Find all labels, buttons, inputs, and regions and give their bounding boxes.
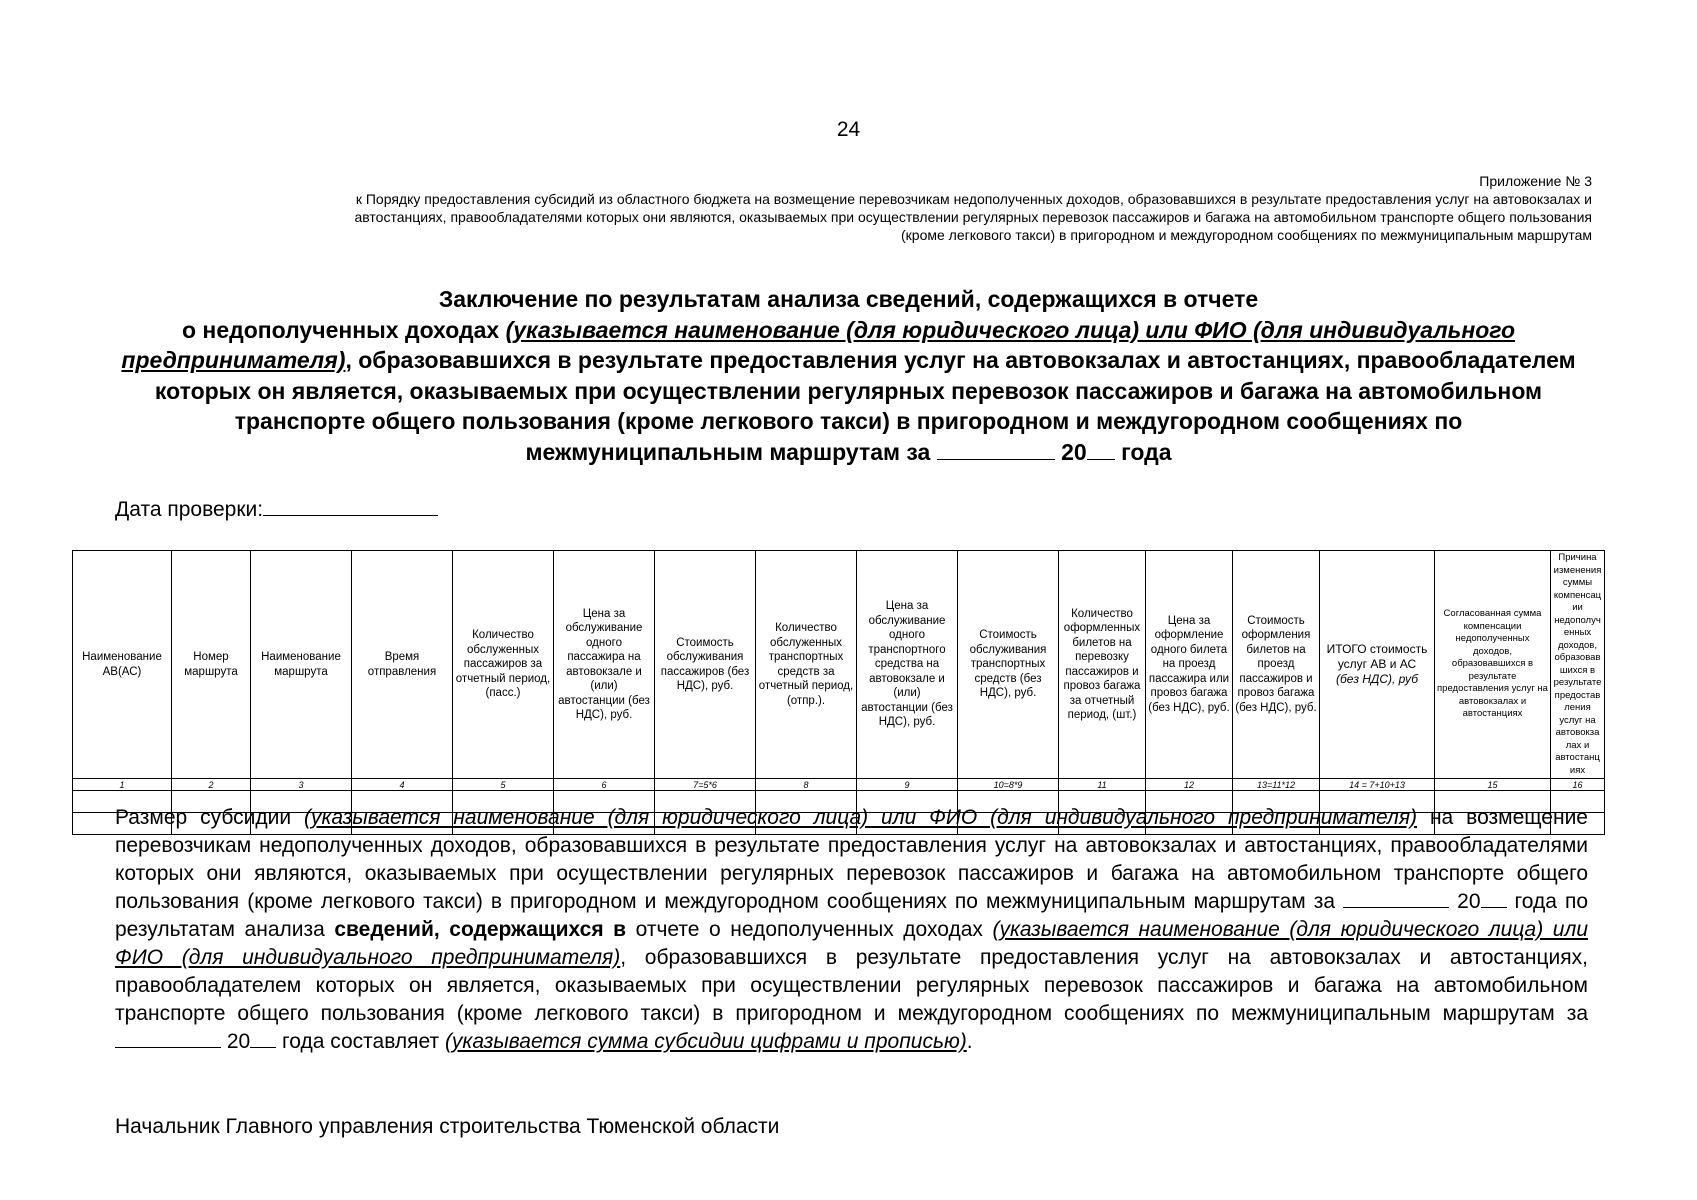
table-header-cell-total <box>1320 551 1435 779</box>
subsidy-paragraph <box>115 804 1588 1056</box>
appendix-line: к Порядку предоставления субсидий из областного бюджета на возмещение перевозчикам недополученных доходов, образовавшихся в результате предоставления услуг на автовокзалах и <box>355 191 1592 207</box>
page-number: 24 <box>836 118 861 141</box>
body-text-part: года по результатам анализа <box>115 890 1588 941</box>
column-number: 8 <box>756 779 857 791</box>
body-text-part: отчете о недополученных доходах <box>626 918 993 941</box>
column-number: 2 <box>172 779 251 791</box>
title-placeholder: (указывается наименование (для юридического лица) или ФИО (для индивидуального предпринимателя) <box>121 316 1516 373</box>
period-blank <box>115 1029 221 1048</box>
title-part: года <box>1114 438 1172 465</box>
column-number: 14 = 7+10+13 <box>1320 779 1435 791</box>
table-header-cell: Цена за оформление одного билета на проезд пассажира или провоз багажа (без НДС), руб. <box>1146 551 1233 779</box>
table-header-cell: Цена за обслуживание одного пассажира на автовокзале и (или) автостанции (без НДС), руб. <box>554 551 655 779</box>
column-number: 3 <box>251 779 352 791</box>
column-number: 16 <box>1551 779 1605 791</box>
year-blank <box>1087 439 1115 460</box>
period-blank <box>1343 889 1449 908</box>
table-column-numbers-row <box>73 779 1605 791</box>
appendix-line: (кроме легкового такси) в пригородном и междугородном сообщениях по межмуниципальным маршрутам <box>901 227 1592 243</box>
total-header-label: ИТОГО стоимость услуг АВ и АС <box>1326 642 1428 671</box>
table-header-cell: Стоимость оформления билетов на проезд пассажиров и провоз багажа (без НДС), руб. <box>1233 551 1320 779</box>
table-header-cell: Номер маршрута <box>172 551 251 779</box>
body-placeholder: (указывается наименование (для юридического лица) или ФИО (для индивидуального предпринимателя) <box>303 806 1418 829</box>
table-header-row <box>73 551 1605 779</box>
report-table <box>72 550 1605 835</box>
title-part: 20 <box>1054 438 1087 465</box>
title-part: Заключение по результатам анализа сведений, содержащихся в отчете <box>438 286 1259 312</box>
appendix-line: Приложение № 3 <box>1479 173 1592 189</box>
column-number: 5 <box>453 779 554 791</box>
check-date-blank <box>263 497 438 516</box>
table-header-cell: Количество обслуженных транспортных средств за отчетный период, (отпр.). <box>756 551 857 779</box>
body-placeholder: (указывается наименование (для юридического лица) или ФИО (для индивидуального предпринимателя) <box>115 918 1588 969</box>
table-header-cell: Наименование маршрута <box>251 551 352 779</box>
table-header-cell: Наименование АВ(АС) <box>73 551 172 779</box>
column-number: 12 <box>1146 779 1233 791</box>
appendix-note <box>142 172 1592 244</box>
table-header-cell: Причина изменения суммы компенсации недополученных доходов, образовавшихся в результате предоставления услуг на автовокзалах и автостанциях <box>1551 551 1605 779</box>
table-header-cell: Цена за обслуживание одного транспортного средства на автовокзале и (или) автостанции (без НДС), руб. <box>857 551 958 779</box>
body-text-part: на возмещение перевозчикам недополученных доходов, образовавшихся в результате предоставления услуг на автовокзалах и автостанциях, правообладателями которых они являются, оказываемых при осуществлении регулярных перевозок пассажиров и багажа на автомобильном транспорте общего пользования (кроме легкового такси) в пригородном и междугородном сообщениях по межмуниципальным маршрутам за <box>115 806 1588 913</box>
column-number: 1 <box>73 779 172 791</box>
body-text-part: 20 <box>1449 890 1481 913</box>
table-header-cell: Количество обслуженных пассажиров за отчетный период, (пасс.) <box>453 551 554 779</box>
table-header-cell: Согласованная сумма компенсации недополученных доходов, образовавшихся в результате предоставления услуг на автовокзалах и автостанциях <box>1435 551 1551 779</box>
table-header-cell: Стоимость обслуживания пассажиров (без НДС), руб. <box>655 551 756 779</box>
column-number: 7=5*6 <box>655 779 756 791</box>
column-number: 4 <box>352 779 453 791</box>
appendix-line: автостанциях, правообладателями которых они являются, оказываемых при осуществлении регулярных перевозок пассажиров и багажа на автомобильном транспорте общего пользования <box>354 209 1592 225</box>
column-number: 11 <box>1059 779 1146 791</box>
table-header-cell: Количество оформленных билетов на перевозку пассажиров и провоз багажа за отчетный период, (шт.) <box>1059 551 1146 779</box>
column-number: 9 <box>857 779 958 791</box>
body-text-emphasis: сведений, содержащихся в <box>334 918 627 941</box>
check-date <box>115 497 438 522</box>
column-number: 13=11*12 <box>1233 779 1320 791</box>
total-header-note: (без НДС), руб <box>1336 672 1418 686</box>
table-header-cell: Время отправления <box>352 551 453 779</box>
table-header-cell: Стоимость обслуживания транспортных средств (без НДС), руб. <box>958 551 1059 779</box>
title-part: , образовавшихся в результате предоставления услуг на автовокзалах и автостанциях, правообладателем которых он является, оказываемых при осуществлении регулярных перевозок пассажиров и багажа на автомобильном транспорте общего пользования (кроме легкового такси) в пригородном и междугородном сообщениях по межмуниципальным маршрутам за <box>154 347 1576 465</box>
title-part: о недополученных доходах <box>181 316 506 343</box>
column-number: 6 <box>554 779 655 791</box>
column-number: 15 <box>1435 779 1551 791</box>
year-blank <box>1481 889 1507 908</box>
body-placeholder: (указывается сумма субсидии цифрами и прописью) <box>444 1030 967 1053</box>
column-number: 10=8*9 <box>958 779 1059 791</box>
period-blank <box>937 439 1055 460</box>
body-text-part: года составляет <box>276 1030 445 1053</box>
body-text-part: , образовавшихся в результате предоставления услуг на автовокзалах и автостанциях, правообладателем которых он является, оказываемых при осуществлении регулярных перевозок пассажиров и багажа на автомобильном транспорте общего пользования (кроме легкового такси) в пригородном и междугородном сообщениях по межмуниципальным маршрутам за <box>115 946 1588 1025</box>
year-blank <box>250 1029 276 1048</box>
body-text-part: Размер субсидии <box>115 806 304 829</box>
body-text-part: . <box>966 1030 973 1053</box>
body-text-part: 20 <box>221 1030 251 1053</box>
check-date-label: Дата проверки: <box>115 498 264 521</box>
document-title <box>118 284 1579 467</box>
signature-line: Начальник Главного управления строительства Тюменской области <box>115 1115 780 1138</box>
